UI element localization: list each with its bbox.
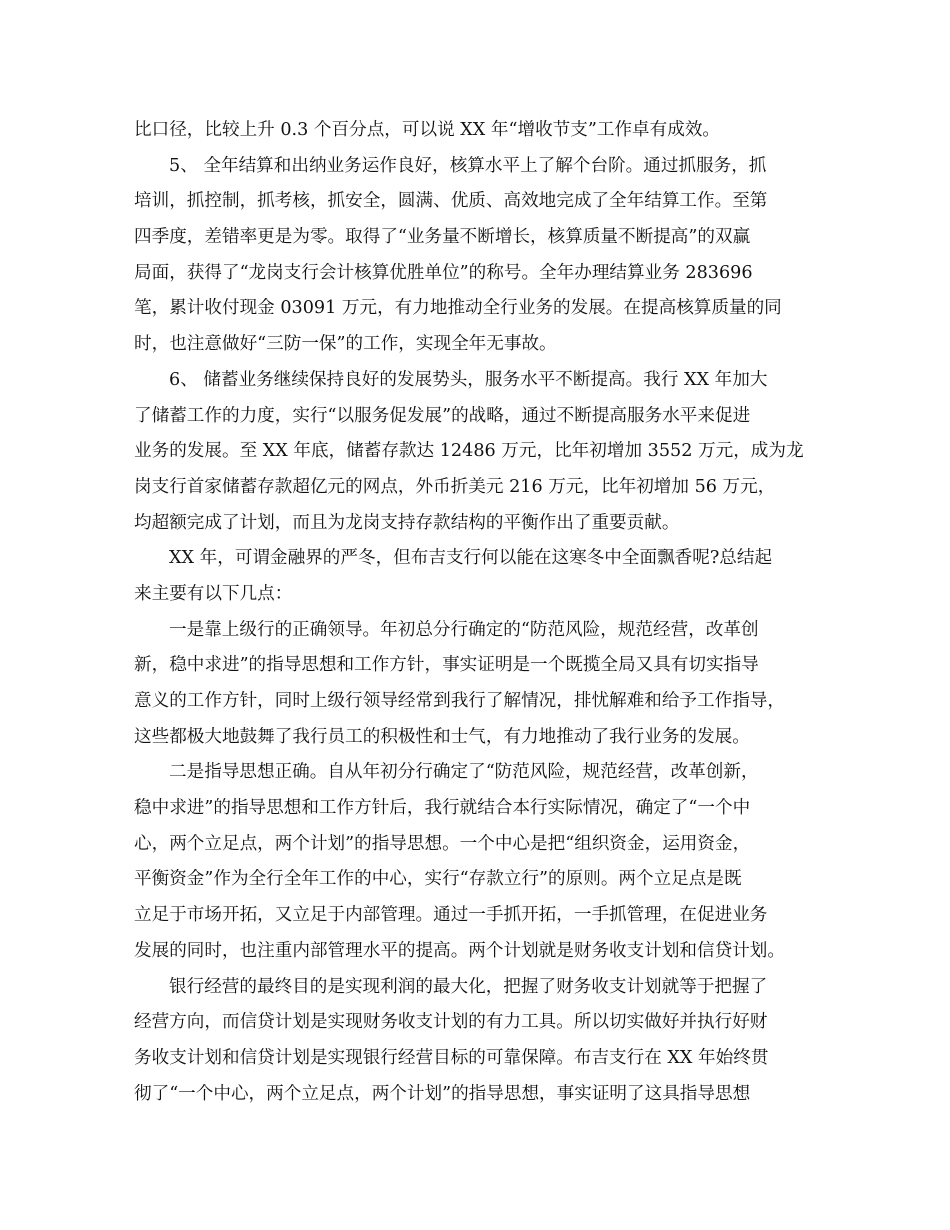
- text-line: 银行经营的最终目的是实现利润的最大化，把握了财务收支计划就等于把握了: [169, 976, 768, 997]
- text-line: 一是靠上级行的正确领导。年初总分行确定的“防范风险，规范经营，改革创: [169, 619, 759, 640]
- paragraph: [134, 541, 824, 612]
- text-line: 二是指导思想正确。自从年初分行确定了“防范风险，规范经营，改革创新，: [169, 762, 759, 783]
- text-line: 局面，获得了“龙岗支行会计核算优胜单位”的称号。全年办理结算业务 283696: [134, 262, 753, 283]
- paragraph: [134, 113, 824, 149]
- text-line: 平衡资金”作为全行全年工作的中心，实行“存款立行”的原则。两个立足点是既: [134, 869, 742, 890]
- text-line: 四季度，差错率更是为零。取得了“业务量不断增长，核算质量不断提高”的双赢: [134, 227, 751, 248]
- paragraph: [134, 363, 824, 541]
- text-line: 来主要有以下几点：: [134, 583, 293, 604]
- text-line: 比口径，比较上升 0.3 个百分点，可以说 XX 年“增收节支”工作卓有成效。: [134, 120, 721, 140]
- text-line: 业务的发展。至 XX 年底，储蓄存款达 12486 万元，比年初增加 3552 万元，成为龙: [134, 441, 804, 462]
- text-line: 这些都极大地鼓舞了我行员工的积极性和士气，有力地推动了我行业务的发展。: [134, 726, 750, 747]
- text-line: 彻了“一个中心，两个立足点，两个计划”的指导思想，事实证明了这具指导思想: [134, 1083, 751, 1104]
- text-line: 5、 全年结算和出纳业务运作良好，核算水平上了解个台阶。通过抓服务，抓: [169, 155, 767, 176]
- text-line: 了储蓄工作的力度，实行“以服务促发展”的战略，通过不断提高服务水平来促进: [134, 405, 751, 426]
- text-line: 新，稳中求进”的指导思想和工作方针，事实证明是一个既揽全局又具有切实指导: [134, 655, 759, 676]
- paragraph: [134, 149, 824, 363]
- paragraph: [134, 970, 824, 1113]
- text-line: 笔，累计收付现金 03091 万元，有力地推动全行业务的发展。在提高核算质量的同: [134, 298, 782, 319]
- text-line: 培训，抓控制，抓考核，抓安全，圆满、优质、高效地完成了全年结算工作。至第: [134, 191, 768, 212]
- text-line: 务收支计划和信贷计划是实现银行经营目标的可靠保障。布吉支行在 XX 年始终贯: [134, 1047, 769, 1068]
- text-line: 岗支行首家储蓄存款超亿元的网点，外币折美元 216 万元，比年初增加 56 万元，: [134, 476, 776, 497]
- text-line: 稳中求进”的指导思想和工作方针后，我行就结合本行实际情况，确定了“一个中: [134, 798, 751, 819]
- text-line: 经营方向，而信贷计划是实现财务收支计划的有力工具。所以切实做好并执行好财: [134, 1012, 768, 1033]
- text-line: 意义的工作方针，同时上级行领导经常到我行了解情况，排忧解难和给予工作指导，: [134, 691, 785, 711]
- text-line: 6、 储蓄业务继续保持良好的发展势头，服务水平不断提高。我行 XX 年加大: [169, 369, 768, 390]
- paragraph: [134, 613, 824, 756]
- text-line: 均超额完成了计划，而且为龙岗支持存款结构的平衡作出了重要贡献。: [134, 512, 680, 533]
- text-line: 心，两个立足点，两个计划”的指导思想。一个中心是把“组织资金，运用资金，: [134, 833, 751, 854]
- paragraph: [134, 755, 824, 969]
- text-line: 立足于市场开拓，又立足于内部管理。通过一手抓开拓，一手抓管理，在促进业务: [134, 905, 768, 926]
- text-line: 时，也注意做好“三防一保”的工作，实现全年无事故。: [134, 334, 557, 355]
- text-line: 发展的同时，也注重内部管理水平的提高。两个计划就是财务收支计划和信贷计划。: [134, 940, 785, 961]
- document-page: [134, 113, 824, 1112]
- text-line: XX 年，可谓金融界的严冬，但布吉支行何以能在这寒冬中全面飘香呢?总结起: [169, 548, 773, 569]
